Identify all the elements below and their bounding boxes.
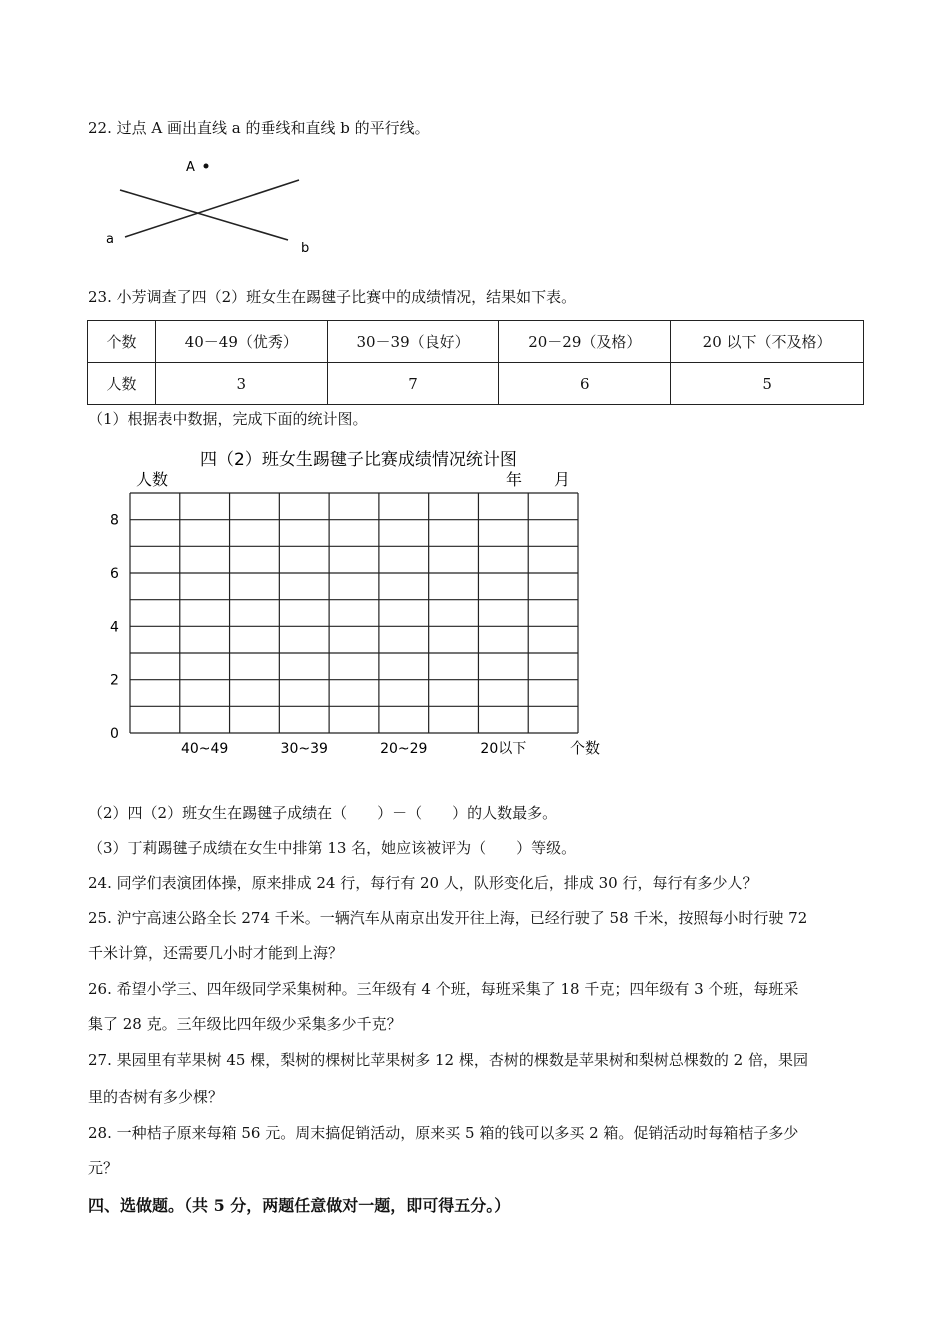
line-a bbox=[125, 180, 299, 237]
line-b-label: b bbox=[301, 241, 310, 256]
y-tick-label: 0 bbox=[110, 726, 119, 742]
y-tick-label: 4 bbox=[110, 619, 119, 636]
q27-line2: 里的杏树有多少棵？ bbox=[88, 1088, 224, 1106]
q22-text: 22. 过点 A 画出直线 a 的垂线和直线 b 的平行线。 bbox=[88, 119, 430, 137]
q26-line1: 26. 希望小学三、四年级同学采集树种。三年级有 4 个班，每班采集了 18 千克；四年级有 3 个班，每班采 bbox=[88, 980, 799, 998]
table-cell: 人数 bbox=[88, 363, 156, 405]
q23-text: 23. 小芳调查了四（2）班女生在踢毽子比赛中的成绩情况，结果如下表。 bbox=[88, 288, 577, 306]
point-a-label: A bbox=[186, 160, 195, 175]
x-tick-label: 20以下 bbox=[480, 741, 527, 757]
q23-sub2: （2）四（2）班女生在踢毽子成绩在（ ）－（ ）的人数最多。 bbox=[88, 804, 558, 822]
x-tick-label: 40~49 bbox=[180, 741, 229, 757]
q27-line1: 27. 果园里有苹果树 45 棵，梨树的棵树比苹果树多 12 棵，杏树的棵数是苹果树和梨树总棵数的 2 倍，果园 bbox=[88, 1051, 808, 1069]
table-cell: 6 bbox=[499, 363, 671, 405]
q25-line2: 千米计算，还需要几小时才能到上海？ bbox=[88, 944, 344, 962]
chart-x-ticks bbox=[181, 741, 526, 757]
y-tick-label: 8 bbox=[110, 512, 119, 529]
chart-date-label: 年 月 bbox=[506, 470, 571, 489]
q25-line1: 25. 沪宁高速公路全长 274 千米。一辆汽车从南京出发开往上海，已经行驶了 58 千米，按照每小时行驶 72 bbox=[88, 909, 808, 927]
table-cell: 3 bbox=[155, 363, 327, 405]
table-header-row bbox=[88, 321, 864, 363]
y-tick-label: 6 bbox=[110, 566, 119, 582]
q26-line2: 集了 28 克。三年级比四年级少采集多少千克？ bbox=[88, 1015, 402, 1033]
x-tick-label: 30~39 bbox=[280, 741, 328, 757]
y-tick-label: 2 bbox=[110, 672, 119, 689]
section4-heading: 四、选做题。（共 5 分，两题任意做对一题，即可得五分。） bbox=[88, 1196, 511, 1215]
q22-figure bbox=[100, 152, 330, 262]
table-row bbox=[88, 363, 864, 405]
chart-y-ticks bbox=[110, 513, 119, 742]
chart-ylabel: 人数 bbox=[136, 470, 169, 489]
q28-line1: 28. 一种桔子原来每箱 56 元。周末搞促销活动，原来买 5 箱的钱可以多买 2 箱。促销活动时每箱桔子多少 bbox=[88, 1124, 799, 1142]
score-table bbox=[87, 320, 864, 405]
table-cell: 20－29（及格） bbox=[499, 321, 671, 363]
x-tick-label: 20~29 bbox=[380, 741, 428, 757]
chart-grid bbox=[130, 493, 578, 733]
line-a-label: a bbox=[106, 232, 114, 247]
table-cell: 20 以下（不及格） bbox=[671, 321, 864, 363]
q28-line2: 元？ bbox=[88, 1159, 119, 1177]
point-a bbox=[204, 164, 209, 169]
table-cell: 30－39（良好） bbox=[327, 321, 499, 363]
table-cell: 40－49（优秀） bbox=[155, 321, 327, 363]
q23-sub1: （1）根据表中数据，完成下面的统计图。 bbox=[88, 410, 368, 428]
table-cell: 个数 bbox=[88, 321, 156, 363]
q24-text: 24. 同学们表演团体操，原来排成 24 行，每行有 20 人，队形变化后，排成 30 行，每行有多少人？ bbox=[88, 874, 758, 892]
table-cell: 7 bbox=[327, 363, 499, 405]
bar-chart bbox=[100, 440, 620, 765]
chart-xlabel: 个数 bbox=[570, 739, 601, 757]
q23-sub3: （3）丁莉踢毽子成绩在女生中排第 13 名，她应该被评为（ ）等级。 bbox=[88, 839, 577, 857]
chart-title: 四（2）班女生踢毽子比赛成绩情况统计图 bbox=[200, 450, 517, 470]
table-cell: 5 bbox=[671, 363, 864, 405]
line-b bbox=[120, 190, 288, 240]
